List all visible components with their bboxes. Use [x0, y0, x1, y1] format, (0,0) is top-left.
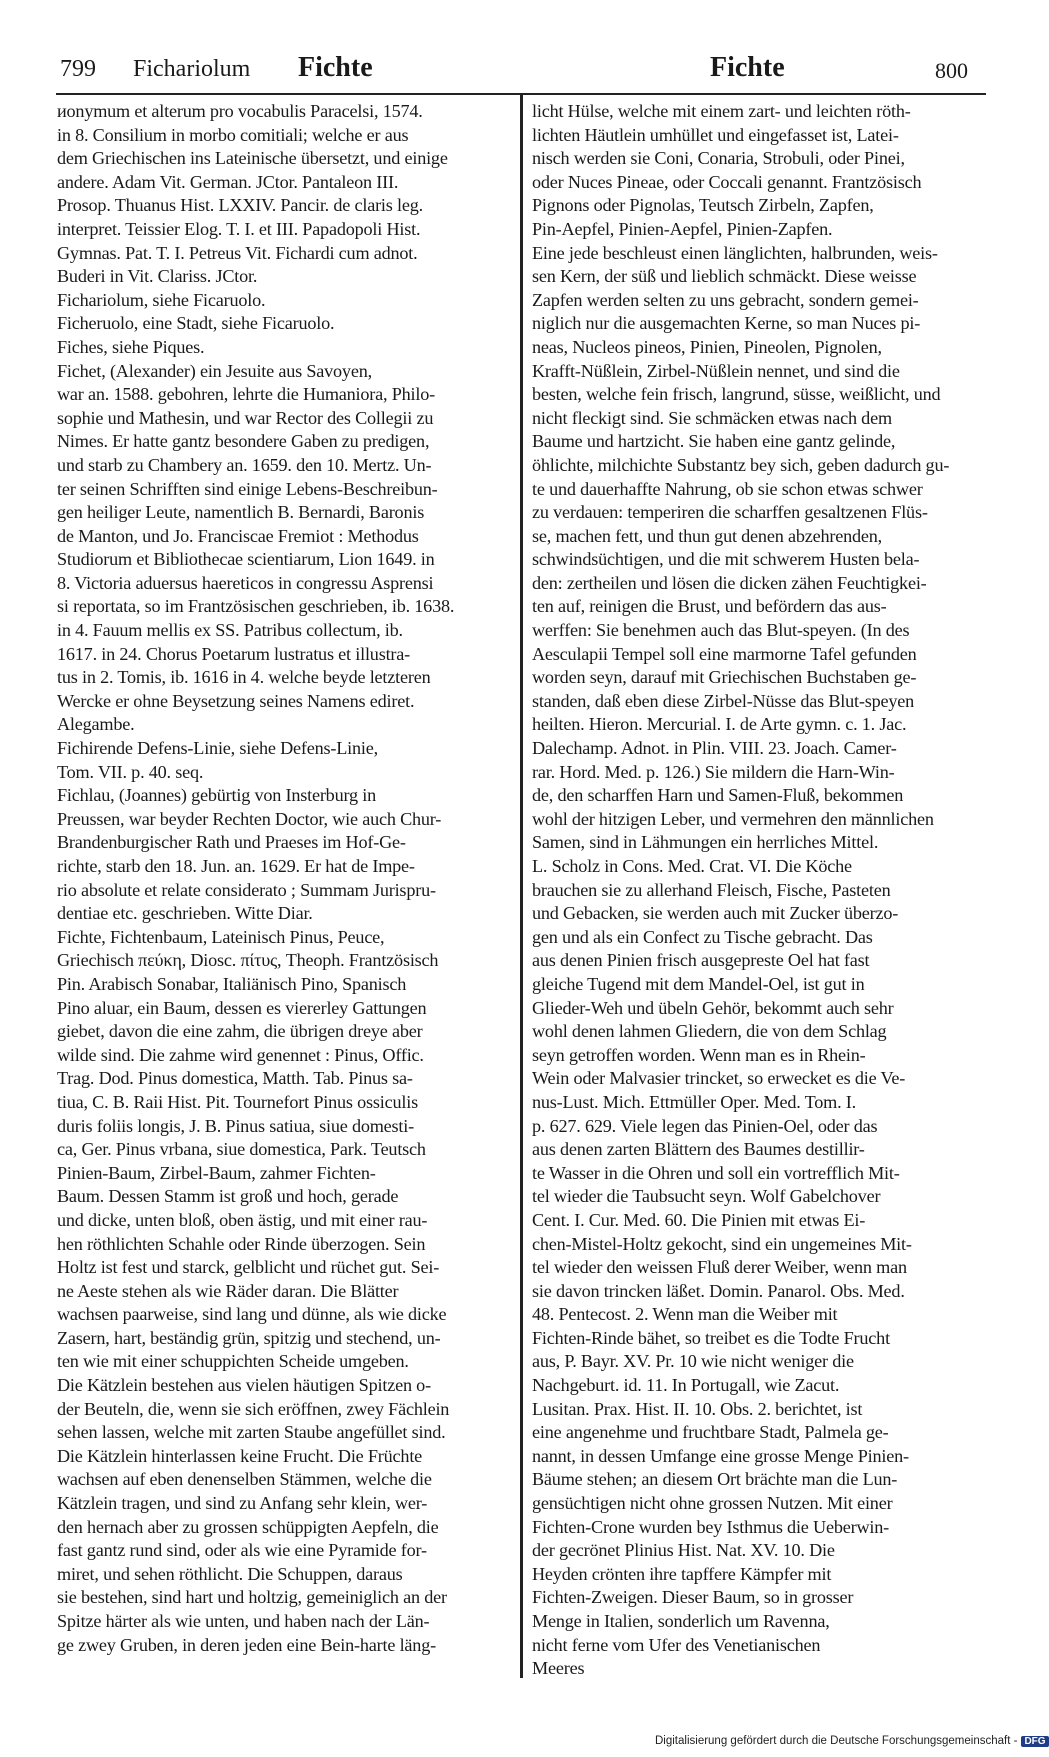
text-line: nannt, in dessen Umfange eine grosse Menge Pinien-: [532, 1445, 909, 1466]
text-line: Fichten-Crone wurden bey Isthmus die Ueberwin-: [532, 1516, 889, 1537]
text-line: Pignons oder Pignolas, Teutsch Zirbeln, Zapfen,: [532, 195, 874, 216]
text-line: 48. Pentecost. 2. Wenn man die Weiber mit: [532, 1304, 838, 1325]
text-line: Gymnas. Pat. T. I. Petreus Vit. Fichardi cum adnot.: [57, 242, 418, 263]
text-line: 8. Victoria aduersus haereticos in congressu Asprensi: [57, 572, 434, 593]
text-line: Menge in Italien, sonderlich um Ravenna,: [532, 1611, 830, 1631]
text-line: tiua, C. B. Raii Hist. Pit. Tournefort Pinus ossiculis: [57, 1091, 418, 1112]
text-line: Cent. I. Cur. Med. 60. Die Pinien mit etwas Ei-: [532, 1209, 866, 1230]
text-line: den: zertheilen und lösen die dicken zähen Feuchtigkei-: [532, 572, 927, 593]
text-line: sophie und Mathesin, und war Rector des Collegii zu: [57, 407, 434, 428]
text-line: Zasern, hart, beständig grün, spitzig und stechend, un-: [57, 1327, 441, 1348]
text-line: dentiae etc. geschrieben. Witte Diar.: [57, 903, 313, 924]
text-line: Fichirende Defens-Linie, siehe Defens-Linie,: [57, 738, 378, 759]
text-line: gen und als ein Confect zu Tische gebracht. Das: [532, 926, 873, 947]
text-line: miret, und sehen röthlicht. Die Schuppen, daraus: [57, 1563, 403, 1584]
text-line: niglich nur die ausgemachten Kerne, so man Nuces pi-: [532, 313, 921, 334]
text-line: Fichten-Zweigen. Dieser Baum, so in grosser: [532, 1587, 854, 1608]
column-divider: [520, 95, 523, 1678]
text-line: Fichlau, (Joannes) gebürtig von Insterburg in: [57, 785, 376, 806]
page-number-left: 799: [60, 56, 96, 82]
text-line: Wein oder Malvasier trincket, so erwecket es die Ve-: [532, 1068, 906, 1089]
text-line: heilten. Hieron. Mercurial. I. de Arte gymn. c. 1. Jac.: [532, 714, 907, 735]
text-line: fast gantz rund sind, oder als wie eine Pyramide for-: [57, 1540, 427, 1561]
text-line: tel wieder den weissen Fluß derer Weiber, wenn man: [532, 1257, 907, 1278]
text-line: Fichten-Rinde bähet, so treibet es die Todte Frucht: [532, 1327, 890, 1348]
text-line: andere. Adam Vit. German. JCtor. Pantaleon III.: [57, 171, 399, 192]
text-line: schwindsüchtigen, und die mit schwerem Husten bela-: [532, 549, 920, 570]
text-line: hen röthlichten Schahle oder Rinde überzogen. Sein: [57, 1233, 426, 1254]
catchword-left: Fichariolum: [133, 56, 251, 82]
text-line: worden seyn, darauf mit Griechischen Buchstaben ge-: [532, 667, 917, 688]
text-line: Heyden crönten ihre tapffere Kämpfer mit: [532, 1563, 832, 1584]
text-line: Fichet, (Alexander) ein Jesuite aus Savoyen,: [57, 360, 372, 381]
text-line: Aesculapii Tempel soll eine marmorne Tafel gefunden: [532, 643, 917, 664]
text-line: werffen: Sie benehmen auch das Blut-speyen. (In des: [532, 620, 910, 641]
text-line: licht Hülse, welche mit einem zart- und leichten röth-: [532, 101, 911, 121]
text-line: sen Kern, der süß und lieblich schmäckt. Diese weisse: [532, 266, 917, 287]
text-line: in 4. Fauum mellis ex SS. Patribus collectum, ib.: [57, 620, 403, 641]
headword-right: Fichte: [710, 52, 785, 83]
text-line: wohl der hitzigen Leber, und vermehren den männlichen: [532, 808, 934, 829]
text-line: duris foliis longis, J. B. Pinus satiua, siue domesti-: [57, 1115, 414, 1136]
dfg-logo: DFG: [1021, 1736, 1048, 1747]
text-line: Pin-Aepfel, Pinien-Aepfel, Pinien-Zapfen.: [532, 218, 833, 239]
text-line: Zapfen werden selten zu uns gebracht, sondern gemei-: [532, 289, 919, 310]
text-line: sie bestehen, sind hart und holtzig, gemeiniglich an der: [57, 1587, 447, 1608]
text-line: und Gebacken, sie werden auch mit Zucker überzo-: [532, 903, 899, 924]
text-line: tel wieder die Taubsucht seyn. Wolf Gabelchover: [532, 1186, 881, 1207]
text-line: Fiches, siehe Piques.: [57, 336, 205, 357]
text-line: Dalechamp. Adnot. in Plin. VIII. 23. Joach. Camer-: [532, 738, 897, 759]
text-line: in 8. Consilium in morbo comitiali; welche er aus: [57, 124, 409, 145]
text-line: nus-Lust. Mich. Ettmüller Oper. Med. Tom. I.: [532, 1091, 856, 1112]
running-header: [0, 52, 1000, 92]
text-line: Ficheruolo, eine Stadt, siehe Ficaruolo.: [57, 313, 335, 334]
text-line: ten wie mit einer schuppichten Scheide umgeben.: [57, 1351, 409, 1372]
text-line: ge zwey Gruben, in deren jeden eine Bein-harte läng-: [57, 1634, 436, 1655]
text-line: 1617. in 24. Chorus Poetarum lustratus et illustra-: [57, 643, 411, 664]
text-line: Nachgeburt. id. 11. In Portugall, wie Zacut.: [532, 1375, 840, 1396]
text-line: seyn getroffen worden. Wenn man es in Rhein-: [532, 1044, 866, 1065]
text-line: Wercke er ohne Beysetzung seines Namens ediret.: [57, 690, 415, 711]
text-line: Tom. VII. p. 40. seq.: [57, 761, 204, 782]
text-line: Spitze härter als wie unten, und haben nach der Län-: [57, 1611, 430, 1631]
text-line: sie davon trincken läßet. Domin. Panarol. Obs. Med.: [532, 1280, 905, 1301]
text-line: neas, Nucleos pineos, Pinien, Pineolen, Pignolen,: [532, 336, 882, 357]
text-line: rio absolute et relate considerato ; Summam Jurispru-: [57, 879, 436, 900]
text-line: lichten Häutlein umhüllet und eingefasset ist, Latei-: [532, 124, 899, 145]
text-line: nicht fleckigt sind. Sie schmäcken etwas nach dem: [532, 407, 892, 428]
text-line: Meeres: [532, 1658, 585, 1679]
text-line: chen-Mistel-Holtz gekocht, sind ein ungemeines Mit-: [532, 1233, 912, 1254]
text-line: de, den scharffen Harn und Samen-Fluß, bekommen: [532, 785, 904, 806]
text-line: gleiche Tugend mit dem Mandel-Oel, ist gut in: [532, 973, 865, 994]
text-line: de Manton, und Jo. Franciscae Fremiot : Methodus: [57, 525, 419, 546]
text-line: der Beuteln, die, wenn sie sich eröffnen, zwey Fächlein: [57, 1398, 450, 1419]
text-line: Pino aluar, ein Baum, dessen es viererley Gattungen: [57, 997, 427, 1018]
text-line: Holtz ist fest und starck, gelblicht und rüchet gut. Sei-: [57, 1257, 440, 1278]
text-line: Prosop. Thuanus Hist. LXXIV. Pancir. de claris leg.: [57, 195, 423, 216]
text-line: wachsen auf eben denenselben Stämmen, welche die: [57, 1469, 432, 1490]
footer-text: Digitalisierung gefördert durch die Deutsche Forschungsgemeinschaft -: [655, 1735, 1018, 1747]
text-line: aus denen zarten Blättern des Baumes destillir-: [532, 1139, 865, 1160]
text-line: Preussen, war beyder Rechten Doctor, wie auch Chur-: [57, 808, 442, 829]
text-line: ca, Ger. Pinus vrbana, siue domestica, Park. Teutsch: [57, 1139, 426, 1160]
text-line: und dicke, unten bloß, oben ästig, und mit einer rau-: [57, 1209, 428, 1230]
text-line: Buderi in Vit. Clariss. JCtor.: [57, 266, 258, 287]
text-line: öhlichte, milchichte Substantz bey sich, geben dadurch gu-: [532, 454, 950, 475]
text-line: Bäume stehen; an diesem Ort brächte man die Lun-: [532, 1469, 898, 1490]
text-line: Die Kätzlein hinterlassen keine Frucht. Die Früchte: [57, 1445, 423, 1466]
text-line: der gecrönet Plinius Hist. Nat. XV. 10. Die: [532, 1540, 835, 1561]
text-line: aus denen Pinien frisch ausgepreste Oel hat fast: [532, 950, 870, 971]
text-line: brauchen sie zu allerhand Fleisch, Fische, Pasteten: [532, 879, 891, 900]
text-line: wohl denen lahmen Gliedern, die von dem Schlag: [532, 1021, 887, 1042]
text-line: sehen lassen, welche mit zarten Staube angefüllet sind.: [57, 1422, 446, 1443]
text-line: Studiorum et Bibliothecae scientiarum, Lion 1649. in: [57, 549, 435, 570]
text-line: Brandenburgischer Rath und Praeses im Hof-Ge-: [57, 832, 406, 853]
text-line: tus in 2. Tomis, ib. 1616 in 4. welche beyde letzteren: [57, 667, 431, 688]
text-line: oder Nuces Pineae, oder Coccali genannt. Frantzösisch: [532, 171, 922, 192]
text-line: Glieder-Weh und übeln Gehör, bekommt auch sehr: [532, 997, 894, 1018]
text-line: war an. 1588. gebohren, lehrte die Humaniora, Philo-: [57, 384, 435, 405]
text-line: standen, daß eben diese Zirbel-Nüsse das Blut-speyen: [532, 690, 915, 711]
text-line: ter seinen Schrifften sind einige Lebens-Beschreibun-: [57, 478, 438, 499]
text-line: Fichariolum, siehe Ficaruolo.: [57, 289, 266, 310]
text-line: ᴎonymum et alterum pro vocabulis Paracelsi, 1574.: [57, 101, 423, 121]
text-line: gensüchtigen nicht ohne grossen Nutzen. Mit einer: [532, 1493, 893, 1514]
text-line: p. 627. 629. Viele legen das Pinien-Oel, oder das: [532, 1115, 878, 1136]
text-line: Kätzlein tragen, und sind zu Anfang sehr klein, wer-: [57, 1493, 428, 1514]
text-line: Trag. Dod. Pinus domestica, Matth. Tab. Pinus sa-: [57, 1068, 413, 1089]
text-line: Die Kätzlein bestehen aus vielen häutigen Spitzen o-: [57, 1375, 431, 1396]
text-line: L. Scholz in Cons. Med. Crat. VI. Die Köche: [532, 856, 852, 876]
text-line: te und dauerhaffte Nahrung, ob sie schon etwas schwer: [532, 478, 923, 499]
text-line: rar. Hord. Med. p. 126.) Sie mildern die Harn-Win-: [532, 761, 895, 782]
text-line: und starb zu Chambery an. 1659. den 10. Mertz. Un-: [57, 454, 432, 475]
text-line: dem Griechischen ins Lateinische übersetzt, und einige: [57, 148, 448, 169]
text-line: giebet, davon die eine zahm, die übrigen dreye aber: [57, 1021, 423, 1042]
left-column: [57, 100, 515, 1657]
text-line: Alegambe.: [57, 714, 135, 735]
text-line: Griechisch πεύκη, Diosc. πίτυς, Theoph. Frantzösisch: [57, 950, 439, 971]
text-line: Baume und hartzicht. Sie haben eine gantz gelinde,: [532, 431, 896, 452]
text-line: nisch werden sie Coni, Conaria, Strobuli, oder Pinei,: [532, 148, 905, 169]
headword-left: Fichte: [298, 52, 373, 83]
right-column: [532, 100, 984, 1681]
text-line: nicht ferne vom Ufer des Venetianischen: [532, 1634, 821, 1655]
page-number-right: 800: [935, 58, 968, 83]
text-line: Nimes. Er hatte gantz besondere Gaben zu predigen,: [57, 431, 430, 452]
text-line: Pin. Arabisch Sonabar, Italiänisch Pino, Spanisch: [57, 973, 407, 994]
text-line: Eine jede beschleust einen länglichten, halbrunden, weis-: [532, 242, 938, 263]
text-line: se, machen fett, und thun gut denen abzehrenden,: [532, 525, 882, 546]
text-line: ne Aeste stehen als wie Räder daran. Die Blätter: [57, 1280, 399, 1301]
text-line: Fichte, Fichtenbaum, Lateinisch Pinus, Peuce,: [57, 926, 385, 947]
text-line: wachsen paarweise, sind lang und dünne, als wie dicke: [57, 1304, 447, 1325]
text-line: te Wasser in die Ohren und soll ein vortrefflich Mit-: [532, 1162, 900, 1183]
text-line: Pinien-Baum, Zirbel-Baum, zahmer Fichten-: [57, 1162, 376, 1183]
text-line: si reportata, so im Frantzösischen geschrieben, ib. 1638.: [57, 596, 455, 617]
text-line: richte, starb den 18. Jun. an. 1629. Er hat de Impe-: [57, 856, 415, 876]
text-line: wilde sind. Die zahme wird genennet : Pinus, Offic.: [57, 1044, 424, 1065]
text-line: zu verdauen: temperiren die scharffen gesaltzenen Flüs-: [532, 502, 928, 523]
text-line: Samen, sind in Lähmungen ein herrliches Mittel.: [532, 832, 879, 853]
text-line: gen heiliger Leute, namentlich B. Bernardi, Baronis: [57, 502, 425, 523]
text-line: ten auf, reinigen die Brust, und befördern das aus-: [532, 596, 887, 617]
text-line: Lusitan. Prax. Hist. II. 10. Obs. 2. berichtet, ist: [532, 1398, 863, 1419]
text-line: den hernach aber zu grossen schüppigten Aepfeln, die: [57, 1516, 439, 1537]
text-line: Krafft-Nüßlein, Zirbel-Nüßlein nennet, und sind die: [532, 360, 900, 381]
text-line: Baum. Dessen Stamm ist groß und hoch, gerade: [57, 1186, 399, 1207]
text-line: besten, welche fein frisch, langrund, süsse, weißlicht, und: [532, 384, 941, 405]
text-line: aus, P. Bayr. XV. Pr. 10 wie nicht weniger die: [532, 1351, 854, 1372]
text-line: interpret. Teissier Elog. T. I. et III. Papadopoli Hist.: [57, 218, 421, 239]
digitization-footer: [655, 1735, 1046, 1753]
text-line: eine angenehme und fruchtbare Stadt, Palmela ge-: [532, 1422, 889, 1443]
